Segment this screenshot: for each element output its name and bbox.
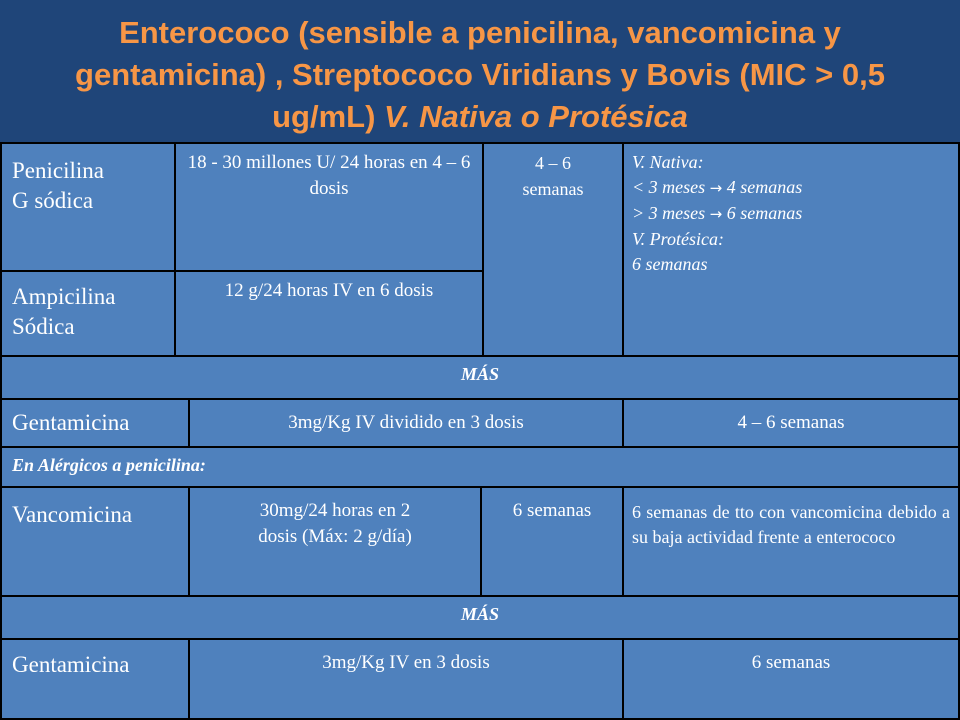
- cell-dose-gentamicina-2: [188, 638, 624, 720]
- drug-name-line: G sódica: [12, 188, 94, 213]
- drug-name-line: Gentamicina: [12, 410, 130, 435]
- title-line-3-plain: ug/mL): [272, 99, 385, 134]
- note-line-weeks: 6 semanas: [632, 254, 708, 274]
- cell-dose-ampicilina: [174, 270, 484, 357]
- drug-name-line: Sódica: [12, 314, 75, 339]
- cell-drug-ampicilina: [0, 270, 176, 357]
- cell-dose-gentamicina-1: [188, 398, 624, 448]
- cell-notes-shared: [622, 142, 960, 357]
- dose-line: 30mg/24 horas en 2: [259, 500, 411, 521]
- dose-text: 12 g/24 horas IV en 6 dosis: [224, 280, 434, 301]
- cell-drug-vancomicina: [0, 486, 190, 597]
- dose-text: 18 - 30 millones U/ 24 horas en 4 – 6 dosis: [187, 152, 471, 199]
- duration-text: 6 semanas: [751, 652, 831, 673]
- drug-name-line: Vancomicina: [12, 502, 133, 527]
- note-line-protesica: V. Protésica:: [632, 229, 724, 249]
- duration-text: 6 semanas: [512, 500, 592, 521]
- duration-text: 4 – 6 semanas: [737, 412, 845, 433]
- cell-duration-shared: [482, 142, 624, 357]
- drug-name-line: Penicilina: [12, 158, 104, 183]
- row-mas-2: [0, 595, 960, 640]
- dose-text: 3mg/Kg IV en 3 dosis: [322, 652, 490, 673]
- note-text: 6 semanas: [726, 203, 803, 223]
- arrow-right-icon: →: [709, 205, 723, 223]
- note-line-gt3: [632, 201, 950, 227]
- alergicos-label: En Alérgicos a penicilina:: [12, 455, 206, 475]
- cell-drug-gentamicina-2: [0, 638, 190, 720]
- note-line-lt3: [632, 175, 950, 201]
- cell-duration-gentamicina-2: [622, 638, 960, 720]
- row-alergicos-heading: [0, 446, 960, 488]
- mas-label: MÁS: [460, 364, 500, 384]
- title-line-3: [40, 96, 920, 138]
- drug-name-line: Gentamicina: [12, 652, 130, 677]
- title-line-3-italic: V. Nativa o Protésica: [384, 99, 688, 134]
- drug-name-line: Ampicilina: [12, 284, 116, 309]
- cell-duration-vancomicina: [480, 486, 624, 597]
- cell-drug-penicilina: [0, 142, 176, 272]
- slide-title: [0, 0, 960, 142]
- cell-duration-gentamicina-1: [622, 398, 960, 448]
- note-text: < 3 meses: [632, 177, 706, 197]
- duration-line: 4 – 6: [535, 153, 571, 173]
- cell-dose-vancomicina: [188, 486, 482, 597]
- note-text: > 3 meses: [632, 203, 706, 223]
- cell-dose-penicilina: [174, 142, 484, 272]
- row-mas-1: [0, 355, 960, 400]
- title-line-2: gentamicina) , Streptococo Viridians y Bovis (MIC > 0,5: [75, 57, 885, 92]
- mas-label: MÁS: [460, 604, 500, 624]
- title-line-1: Enterococo (sensible a penicilina, vancomicina y: [119, 15, 841, 50]
- note-line-nativa: V. Nativa:: [632, 152, 704, 172]
- dose-text: 3mg/Kg IV dividido en 3 dosis: [288, 412, 524, 433]
- arrow-right-icon: →: [709, 179, 723, 197]
- cell-notes-vancomicina: [622, 486, 960, 597]
- note-text: 6 semanas de tto con vancomicina debido a su baja actividad frente a enterococo: [632, 502, 950, 547]
- cell-drug-gentamicina-1: [0, 398, 190, 448]
- dose-line: dosis (Máx: 2 g/día): [258, 526, 412, 547]
- note-text: 4 semanas: [726, 177, 803, 197]
- duration-line: semanas: [522, 179, 584, 199]
